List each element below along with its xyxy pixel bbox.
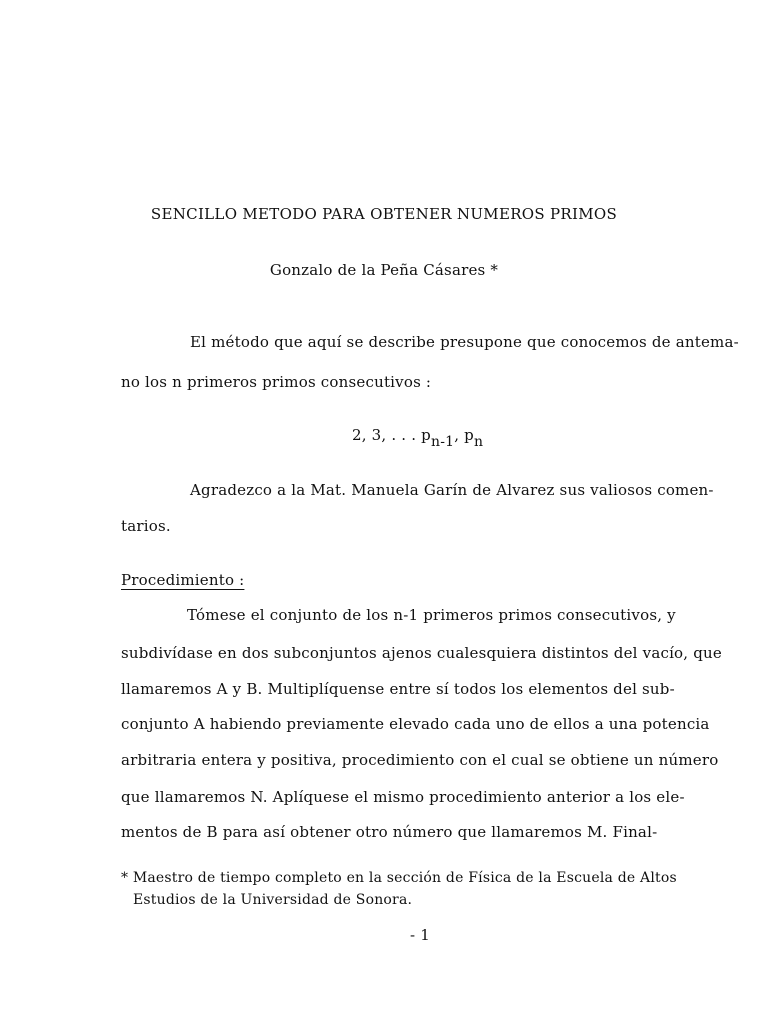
acknowledgement-line-2: tarios. xyxy=(121,517,171,535)
procedure-line-4: conjunto A habiendo previamente elevado cada uno de ellos a una potencia xyxy=(121,715,710,733)
formula-subscript-1: n-1 xyxy=(430,434,455,450)
author-name: Gonzalo de la Peña Cásares * xyxy=(269,261,499,279)
intro-line-2: no los n primeros primos consecutivos : xyxy=(121,373,432,391)
acknowledgement-line-1: Agradezco a la Mat. Manuela Garín de Alvarez sus valiosos comen- xyxy=(190,481,714,499)
procedure-line-6: que llamaremos N. Aplíquese el mismo procedimiento anterior a los ele- xyxy=(121,788,685,806)
procedure-heading: Procedimiento : xyxy=(121,571,245,589)
formula-prefix: 2, 3, . . . p xyxy=(352,426,431,444)
formula-middle: , p xyxy=(454,426,474,444)
procedure-line-5: arbitraria entera y positiva, procedimiento con el cual se obtiene un número xyxy=(121,751,719,769)
procedure-line-2: subdivídase en dos subconjuntos ajenos cualesquiera distintos del vacío, que xyxy=(121,644,722,662)
document-title: SENCILLO METODO PARA OBTENER NUMEROS PRIMOS xyxy=(150,205,618,223)
procedure-line-1: Tómese el conjunto de los n-1 primeros primos consecutivos, y xyxy=(187,606,676,624)
procedure-line-3: llamaremos A y B. Multiplíquense entre sí todos los elementos del sub- xyxy=(121,680,675,698)
procedure-line-7: mentos de B para así obtener otro número que llamaremos M. Final- xyxy=(121,823,658,841)
prime-sequence-formula xyxy=(352,426,484,450)
page-number: - 1 xyxy=(410,926,430,944)
footnote-line-1: * Maestro de tiempo completo en la sección de Física de la Escuela de Altos xyxy=(121,870,677,886)
formula-subscript-2: n xyxy=(474,434,484,450)
footnote-line-2: Estudios de la Universidad de Sonora. xyxy=(133,892,413,908)
intro-line-1: El método que aquí se describe presupone que conocemos de antema- xyxy=(190,333,739,351)
